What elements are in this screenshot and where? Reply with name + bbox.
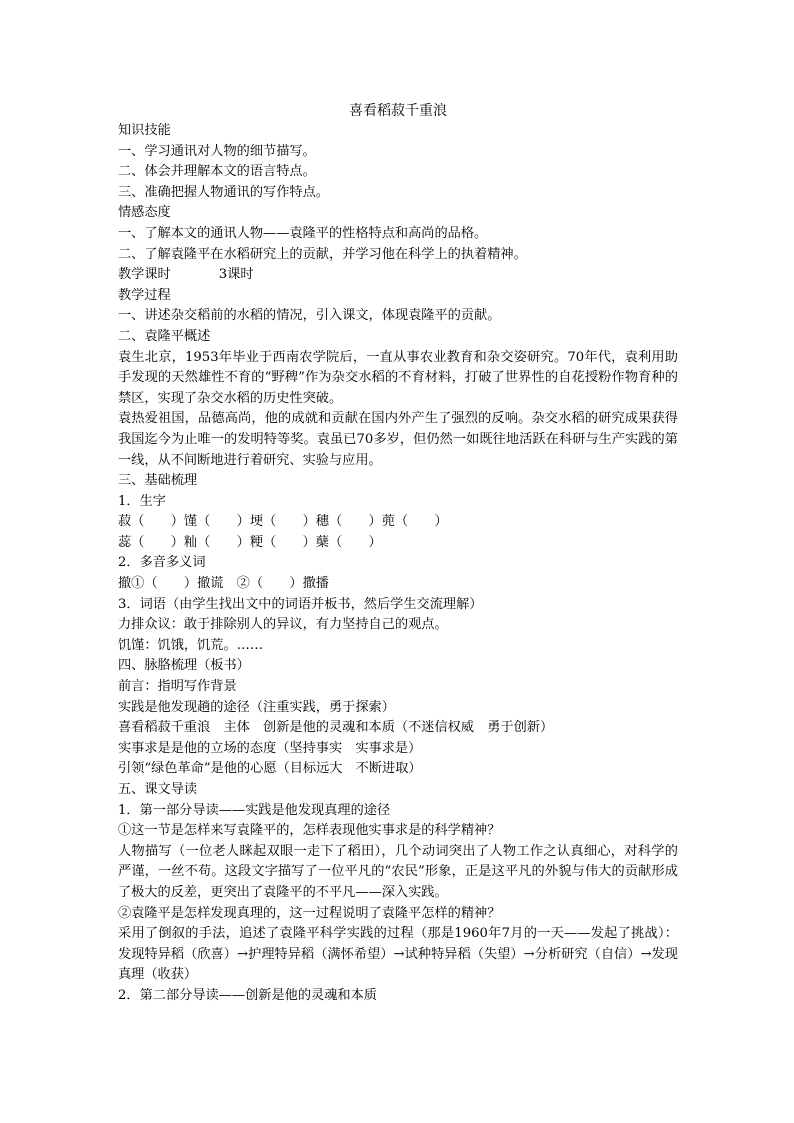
schedule-label: 教学课时 — [118, 267, 171, 283]
emotion-item: 二、了解袁隆平在水稻研究上的贡献，并学习他在科学上的执着精神。 — [118, 246, 527, 262]
answer-paragraph: 人物描写（一位老人眯起双眼一走下了稻田），几个动词突出了人物工作之认真细心，对科学的严谨，一丝不苟。这段文字描写了一位平凡的“农民”形象，正是这平凡的外貌与伟大的贡献形成了极大的反差，更突出了袁隆平的不平凡——深入实践。 — [118, 843, 678, 900]
outline-item: 前言：指明写作背景 — [118, 679, 237, 695]
subheading: 1．生字 — [118, 493, 166, 509]
outline-item: 实事求是是他的立场的态度（坚持事实 实事求是） — [118, 740, 422, 756]
section-heading-knowledge: 知识技能 — [118, 123, 171, 138]
question: ①这一节是怎样来写袁隆平的，怎样表现他实事求是的科学精神？ — [118, 823, 501, 839]
overview-paragraph: 袁生北京，1953年毕业于西南农学院后，一直从事农业教育和杂交姿研究。70年代，袁利用助手发现的天然雄性不育的“野稗”作为杂交水稻的不育材料，打破了世界性的自花授粉作物育种的禁区，实现了杂交水稻的历史性突破。 — [118, 349, 678, 406]
knowledge-item: 三、准确把握人物通讯的写作特点。 — [118, 184, 329, 200]
question: ②袁隆平是怎样发现真理的，这一过程说明了袁隆平怎样的精神？ — [118, 905, 501, 921]
section-heading-process: 教学过程 — [118, 287, 171, 303]
subheading: 1．第一部分导读——实践是他发现真理的途径 — [118, 802, 391, 818]
document-title: 喜看稻菽千重浪 — [349, 103, 447, 119]
document-page — [118, 101, 678, 1007]
process-item: 一、讲述杂交稻前的水稻的情况，引入课文，体现袁隆平的贡献。 — [118, 308, 501, 324]
outline-item: 实践是他发现趟的途径（注重实践，勇于探索） — [118, 699, 395, 715]
polyphone-exercise: 撤①（ ）撤谎 ②（ ）撒播 — [118, 576, 329, 592]
subheading: 2．多音多义词 — [118, 555, 206, 571]
answer-paragraph: 采用了倒叙的手法，追述了袁隆平科学实践的过程（那是1960年7月的一天——发起了挑战）：发现特异稻（欣喜）→护理特异稻（满怀希望）→试种特异稻（失望）→分析研究（自信）→发现真理（收获） — [118, 926, 678, 983]
knowledge-item: 二、体会并理解本文的语言特点。 — [118, 164, 316, 180]
schedule-line — [118, 265, 678, 286]
process-item: 二、袁隆平概述 — [118, 328, 211, 344]
vocabulary-item: 力排众议：敢于排除别人的异议，有力坚持自己的观点。 — [118, 617, 448, 633]
knowledge-item: 一、学习通讯对人物的细节描写。 — [118, 143, 316, 159]
section-heading-guide: 五、课文导读 — [118, 782, 198, 797]
outline-item: 引领“绿色革命”是他的心愿（目标远大 不断进取） — [118, 761, 422, 777]
subheading: 3．词语（由学生找出文中的词语并板书，然后学生交流理解） — [118, 596, 483, 612]
section-heading-outline: 四、脉胳梳理（板书） — [118, 658, 250, 674]
subheading: 2．第二部分导读——创新是他的灵魂和本质 — [118, 987, 377, 1003]
section-heading-basics: 三、基础梳理 — [118, 473, 198, 489]
emotion-item: 一、了解本文的通讯人物——袁隆平的性格特点和高尚的品格。 — [118, 225, 488, 241]
section-heading-emotion: 情感态度 — [118, 205, 171, 221]
character-exercise: 菽（ ）馑（ ）埂（ ）穗（ ）蔸（ ） — [118, 514, 448, 530]
overview-paragraph: 袁热爱祖国，品德高尚，他的成就和贡献在国内外产生了强烈的反响。杂交水稻的研究成果获得我国迄今为止唯一的发明特等奖。袁虽已70多岁，但仍然一如既往地活跃在科研与生产实践的第一线，从不间断地进行着研究、实验与应用。 — [118, 411, 678, 468]
schedule-value: 3课时 — [218, 267, 254, 283]
outline-item: 喜看稻菽千重浪 主体 创新是他的灵魂和本质（不迷信权威 勇于创新） — [118, 720, 554, 736]
vocabulary-item: 饥馑：饥饿，饥荒。…… — [118, 637, 264, 653]
character-exercise: 蕊（ ）籼（ ）粳（ ）蘖（ ） — [118, 534, 382, 550]
